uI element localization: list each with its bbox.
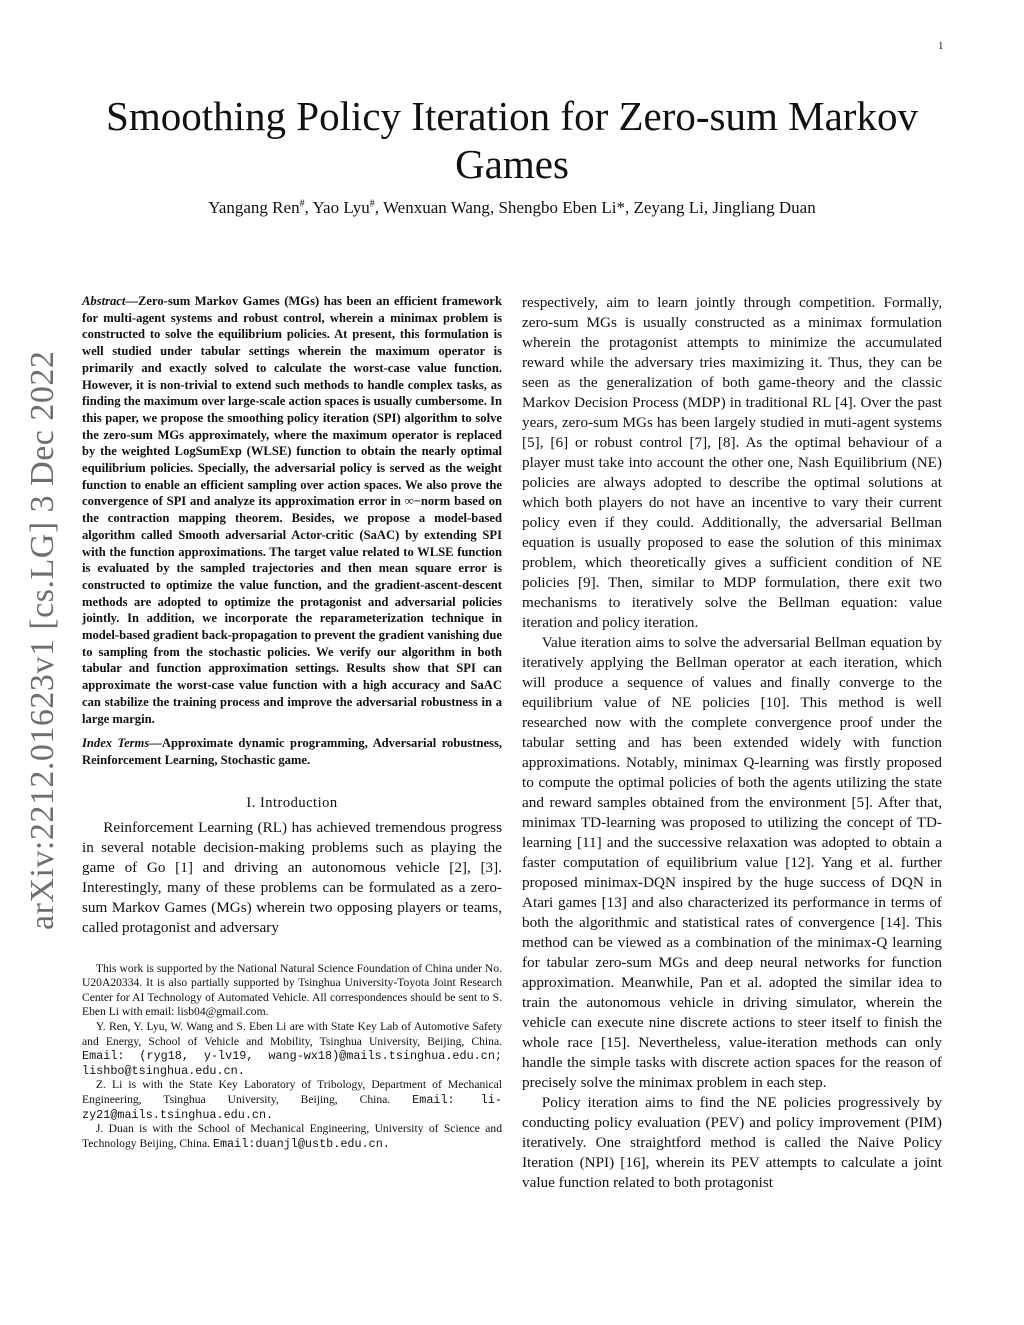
footnotes <box>82 962 502 1152</box>
author-name: Wenxuan Wang <box>382 198 490 217</box>
abstract-text: Zero-sum Markov Games (MGs) has been an efficient framework for multi-agent systems and robust control, wherein a minimax problem is constructed to solve the equilibrium policies. At present, this formulation is well studied under tabular settings wherein the maximum operator is primarily and exactly solved to calculate the worst-case value function. However, it is non-trivial to extend such methods to handle complex tasks, as finding the maximum over large-scale action spaces is usually cumbersome. In this paper, we propose the smoothing policy iteration (SPI) algorithm to solve the zero-sum MGs approximately, where the maximum operator is replaced by the weighted LogSumExp (WLSE) function to obtain the nearly optimal equilibrium policies. Specially, the adversarial policy is served as the weight function to enable an efficient sampling over action spaces. We also prove the convergence of SPI and analyze its approximation error in ∞−norm based on the contraction mapping theorem. Besides, we propose a model-based algorithm called Smooth adversarial Actor-critic (SaAC) by extending SPI with the function approximations. The target value related to WLSE function is evaluated by the sampled trajectories and then mean square error is constructed to optimize the value function, and the gradient-ascent-descent methods are adopted to optimize the protagonist and adversarial policies jointly. In addition, we incorporate the reparameterization technique in model-based gradient back-propagation to prevent the gradient vanishing due to sampling from the stochastic policies. We verify our algorithm in both tabular and function approximation settings. Results show that SPI can approximate the worst-case value function with a high accuracy and SaAC can stabilize the training process and improve the adversarial robustness in a large margin. <box>82 294 502 726</box>
author-mark: # <box>299 198 305 210</box>
paper-title: Smoothing Policy Iteration for Zero-sum Markov Games <box>106 93 918 187</box>
index-terms-text: Approximate dynamic programming, Adversarial robustness, Reinforcement Learning, Stochastic game. <box>82 736 502 767</box>
left-column <box>82 293 502 1151</box>
right-column <box>522 293 942 1193</box>
abstract-label: Abstract <box>82 294 126 308</box>
intro-paragraph: Reinforcement Learning (RL) has achieved tremendous progress in several notable decision-making problems such as playing the game of Go [1] and driving an autonomous vehicle [2], [3]. Interestingly, many of these problems can be formulated as a zero-sum Markov Games (MGs) wherein two opposing players or teams, called protagonist and adversary <box>82 818 502 936</box>
author-mark: # <box>369 198 375 210</box>
footnote-affiliation-2: Z. Li is with the State Key Laboratory of Tribology, Department of Mechanical Engineering, Tsinghua University, Beijing, China. Email: li-zy21@mails.tsinghua.edu.cn. <box>82 1078 502 1122</box>
author-name: Yangang Ren <box>208 198 300 217</box>
section-heading: I. Introduction <box>246 794 338 811</box>
author-name: Yao Lyu <box>312 198 370 217</box>
footnote-affiliation-3: J. Duan is with the School of Mechanical Engineering, University of Science and Technology Beijing, China. Email:duanjl@ustb.edu.cn. <box>82 1122 502 1151</box>
author-list: Yangang Ren#, Yao Lyu#, Wenxuan Wang, Shengbo Eben Li*, Zeyang Li, Jingliang Duan <box>208 198 816 217</box>
body-paragraph: respectively, aim to learn jointly through competition. Formally, zero-sum MGs is usually constructed as a minimax formulation wherein the protagonist attempts to minimize the accumulated reward while the adversary tries maximizing it. Thus, they can be seen as the generalization of both game-theory and the classic Markov Decision Process (MDP) in traditional RL [4]. Over the past years, zero-sum MGs has been largely studied in muti-agent systems [5], [6] or robust control [7], [8]. As the optimal behaviour of a player must take into account the other one, Nash Equilibrium (NE) policies are always adopted to describe the optimal solutions at which both players do not have an incentive to vary their current policy even if they could. Additionally, the adversarial Bellman equation is usually proposed to ease the solution of this minimax problem, which theoretically gives a sufficient condition of NE policies [9]. Then, similar to MDP formulation, there exit two mechanisms to iteratively solve the Bellman equation: value iteration and policy iteration. <box>522 294 942 631</box>
index-terms-label: Index Terms <box>82 736 150 751</box>
body-paragraph: Policy iteration aims to find the NE policies progressively by conducting policy evaluation (PEV) and policy improvement (PIM) iteratively. One straightford method is called the Naive Policy Iteration (NPI) [16], wherein its PEV attempts to calculate a joint value function related to both protagonist <box>522 1094 942 1191</box>
abstract: Abstract—Zero-sum Markov Games (MGs) has been an efficient framework for multi-agent systems and robust control, wherein a minimax problem is constructed to solve the equilibrium policies. At present, this formulation is well studied under tabular settings wherein the maximum operator is primarily and exactly solved to calculate the worst-case value function. However, it is non-trivial to extend such methods to handle complex tasks, as finding the maximum over large-scale action spaces is usually cumbersome. In this paper, we propose the smoothing policy iteration (SPI) algorithm to solve the zero-sum MGs approximately, where the maximum operator is replaced by the weighted LogSumExp (WLSE) function to obtain the nearly optimal equilibrium policies. Specially, the adversarial policy is served as the weight function to enable an efficient sampling over action spaces. We also prove the convergence of SPI and analyze its approximation error in ∞−norm based on the contraction mapping theorem. Besides, we propose a model-based algorithm called Smooth adversarial Actor-critic (SaAC) by extending SPI with the function approximations. The target value related to WLSE function is evaluated by the sampled trajectories and then mean square error is constructed to optimize the value function, and the gradient-ascent-descent methods are adopted to optimize the protagonist and adversarial policies jointly. In addition, we incorporate the reparameterization technique in model-based gradient back-propagation to prevent the gradient vanishing due to sampling from the stochastic policies. We verify our algorithm in both tabular and function approximation settings. Results show that SPI can approximate the worst-case value function with a high accuracy and SaAC can stabilize the training process and improve the adversarial robustness in a large margin. <box>82 294 502 726</box>
footnote-affiliation-1: Y. Ren, Y. Lyu, W. Wang and S. Eben Li are with State Key Lab of Automotive Safety and Energy, School of Vehicle and Mobility, Tsinghua University, Beijing, China. Email: (ryg18, y-lv19, wang-wx18)@mails.tsinghua.edu.cn; lishbo@tsinghua.edu.cn. <box>82 1020 502 1078</box>
author-name: Zeyang Li <box>633 198 704 217</box>
footnote-funding: This work is supported by the National Natural Science Foundation of China under No. U20A20334. It is also partially supported by Tsinghua University-Toyota Joint Research Center for AI Technology of Automated Vehicle. All correspondences should be sent to S. Eben Li with email: lisb04@gmail.com. <box>82 961 502 1019</box>
author-name: Shengbo Eben Li* <box>498 198 625 217</box>
index-terms: Index Terms—Approximate dynamic programming, Adversarial robustness, Reinforcement Learning, Stochastic game. <box>82 736 502 767</box>
body-paragraph: Value iteration aims to solve the adversarial Bellman equation by iteratively applying the Bellman operator at each iteration, which will produce a sequence of values and finally converge to the equilibrium value of NE policies [10]. This method is well researched now with the complete convergence proof under the tabular setting and has been extended widely with function approximations. Notably, minimax Q-learning was firstly proposed to compute the optimal policies of both the agents utilizing the state and reward samples obtained from the environment [5]. After that, minimax TD-learning was proposed to utilizing the concept of TD-learning [11] and the successive relaxation was adopted to obtain a faster computation of equilibrium value [12]. Yang et al. further proposed minimax-DQN inspired by the huge success of DQN in Atari games [13] and also characterized its performance in terms of both the algorithmic and statistical rates of convergence [14]. This method can be viewed as a combination of the minimax-Q learning for tabular zero-sum MGs and deep neural networks for function approximation. Meanwhile, Pan et al. adopted the similar idea to train the autonomous vehicle in driving simulator, wherein the vehicle can execute nine discrete actions to steer itself to finish the whole race [15]. Nevertheless, value-iteration methods can only handle the simple tasks with discrete action spaces for the reason of precisely solve the minimax problem in each step. <box>522 634 942 1091</box>
author-name: Jingliang Duan <box>712 198 816 217</box>
page-number: 1 <box>938 40 944 52</box>
arxiv-stamp: arXiv:2212.01623v1 [cs.LG] 3 Dec 2022 <box>24 350 61 930</box>
